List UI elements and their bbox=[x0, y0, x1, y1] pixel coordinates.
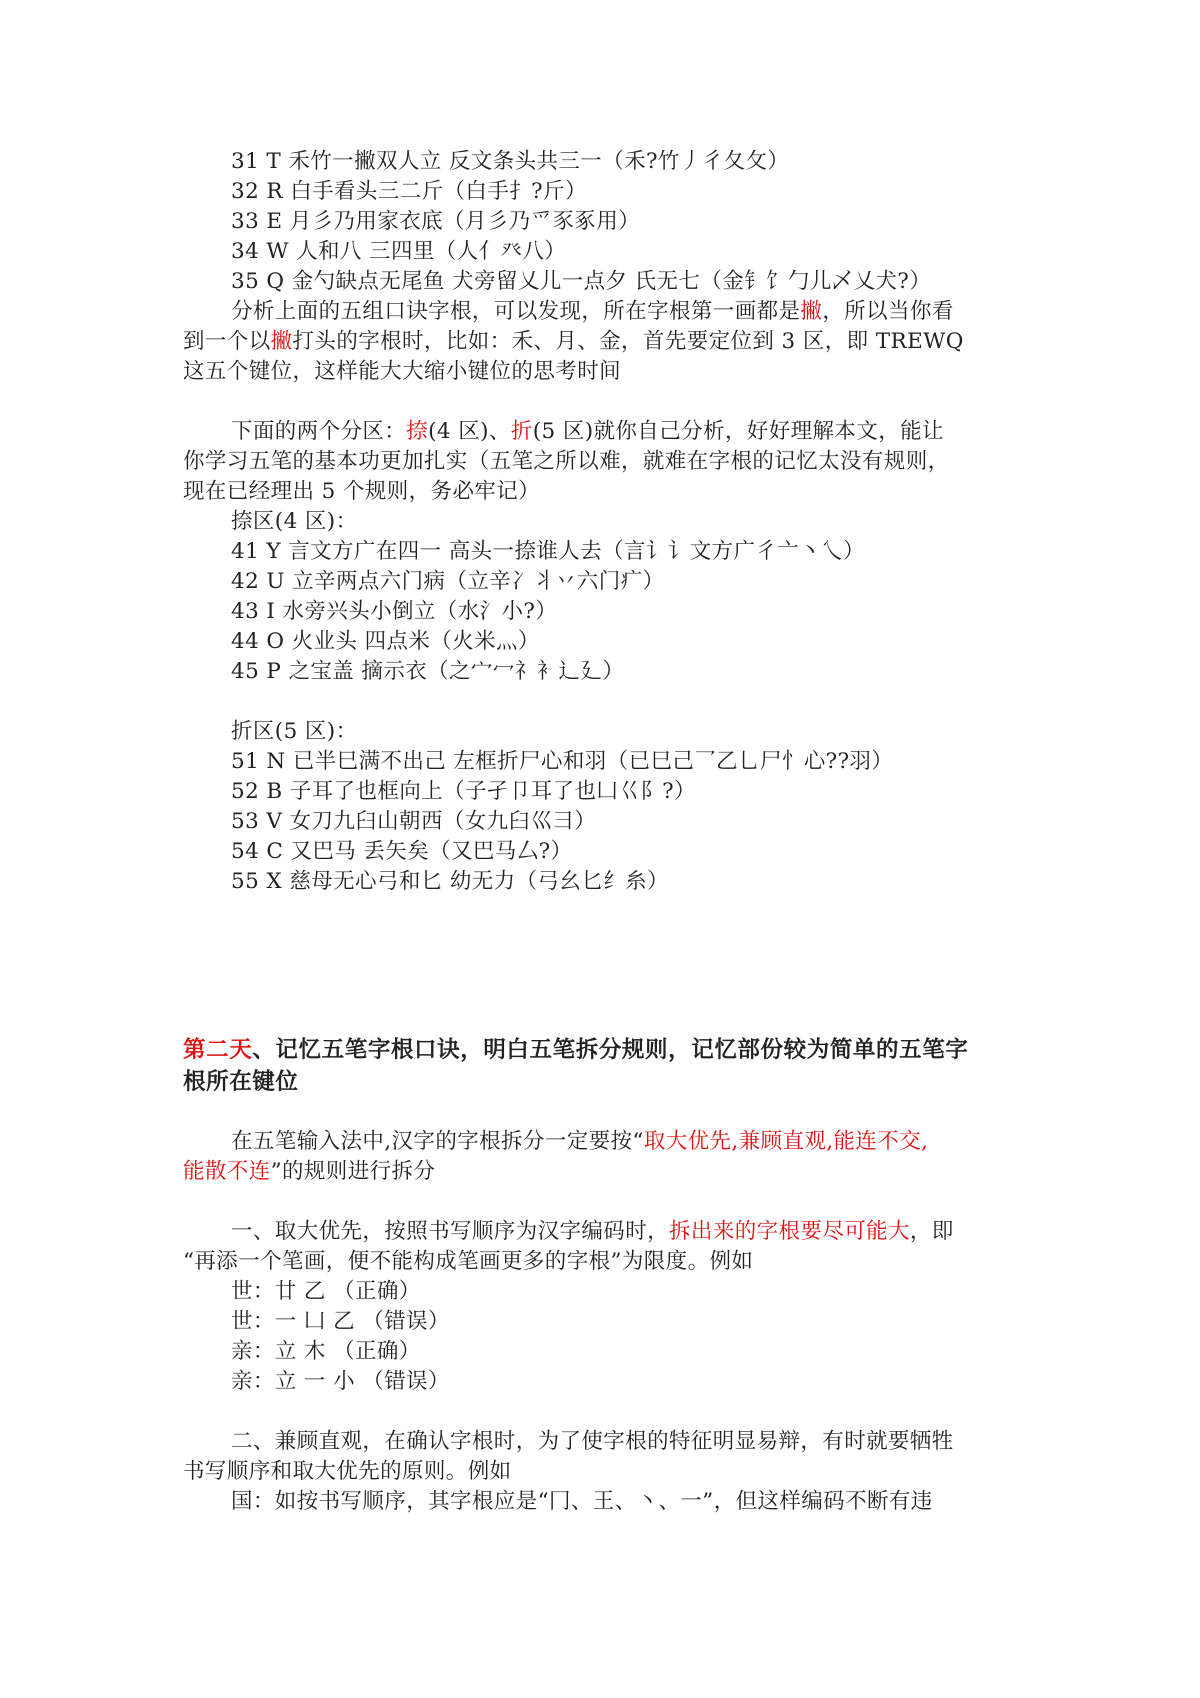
zone5-title: 折区(5 区)： bbox=[231, 719, 358, 744]
zone3-line-32: 32 R 白手看头三二斤（白手扌?斤） bbox=[231, 179, 587, 204]
zone5-line-55: 55 X 慈母无心弓和匕 幼无力（弓幺匕纟糸） bbox=[231, 869, 669, 894]
rule2-line-3: 国：如按书写顺序，其字根应是“冂、王、丶、一”，但这样编码不断有违 bbox=[231, 1489, 933, 1514]
next-zones-line-1: 下面的两个分区：捺(4 区)、折(5 区)就你自己分析，好好理解本文，能让 bbox=[231, 419, 944, 444]
rule1-line-1: 一、取大优先，按照书写顺序为汉字编码时，拆出来的字根要尽可能大，即 bbox=[231, 1219, 954, 1244]
zone4-line-44: 44 O 火业头 四点米（火米灬） bbox=[231, 629, 540, 654]
rule2-line-2: 书写顺序和取大优先的原则。例如 bbox=[183, 1459, 512, 1484]
zone3-line-34: 34 W 人和八 三四里（人亻癶八） bbox=[231, 239, 567, 264]
zone4-line-43: 43 I 水旁兴头小倒立（水氵小?） bbox=[231, 599, 558, 624]
rule1-line-2: “再添一个笔画，便不能构成笔画更多的字根”为限度。例如 bbox=[183, 1249, 754, 1274]
rule1-example-3: 亲：立 木 （正确） bbox=[231, 1339, 421, 1364]
zone5-line-54: 54 C 又巴马 丢矢矣（又巴马厶?） bbox=[231, 839, 573, 864]
zone5-line-53: 53 V 女刀九臼山朝西（女九臼巛彐） bbox=[231, 809, 597, 834]
zone5-line-51: 51 N 已半巳满不出己 左框折尸心和羽（已巳己乛乙乚尸忄心??羽） bbox=[231, 749, 894, 774]
day2-heading-line-1: 第二天、记忆五笔字根口诀，明白五笔拆分规则，记忆部份较为简单的五笔字 bbox=[183, 1037, 969, 1063]
zone4-line-42: 42 U 立辛两点六门病（立辛冫丬丷六门疒） bbox=[231, 569, 665, 594]
rules-intro-line-2: 能散不连”的规则进行拆分 bbox=[183, 1159, 436, 1184]
next-zones-line-2: 你学习五笔的基本功更加扎实（五笔之所以难，就难在字根的记忆太没有规则， bbox=[183, 449, 950, 474]
zone4-title: 捺区(4 区)： bbox=[231, 509, 358, 534]
day2-heading-line-2: 根所在键位 bbox=[183, 1069, 299, 1095]
zone5-line-52: 52 B 子耳了也框向上（子孑卩耳了也凵巜阝?） bbox=[231, 779, 696, 804]
zone4-line-41: 41 Y 言文方广在四一 高头一捺谁人去（言讠讠文方广彳亠丶乀） bbox=[231, 539, 865, 564]
zone3-line-35: 35 Q 金勺缺点无尾鱼 犬旁留乂儿一点夕 氏无七（金钅饣勹儿乄乂犬?） bbox=[231, 269, 932, 294]
next-zones-line-3: 现在已经理出 5 个规则，务必牢记） bbox=[183, 479, 541, 504]
analysis-line-3: 这五个键位，这样能大大缩小键位的思考时间 bbox=[183, 359, 622, 384]
rule1-example-1: 世：廿 乙 （正确） bbox=[231, 1279, 421, 1304]
rule1-example-4: 亲：立 一 小 （错误） bbox=[231, 1369, 450, 1394]
zone3-line-33: 33 E 月彡乃用家衣底（月彡乃爫豕豖用） bbox=[231, 209, 641, 234]
analysis-line-2: 到一个以撇打头的字根时，比如：禾、月、金，首先要定位到 3 区，即 TREWQ bbox=[183, 329, 964, 354]
rule1-example-2: 世：一 凵 乙 （错误） bbox=[231, 1309, 450, 1334]
zone3-line-31: 31 T 禾竹一撇双人立 反文条头共三一（禾?竹丿彳夂攵） bbox=[231, 149, 790, 174]
rule2-line-1: 二、兼顾直观，在确认字根时，为了使字根的特征明显易辩，有时就要牺牲 bbox=[231, 1429, 954, 1454]
zone4-line-45: 45 P 之宝盖 摘示衣（之宀冖礻衤辶廴） bbox=[231, 659, 625, 684]
rules-intro-line-1: 在五笔输入法中,汉字的字根拆分一定要按“取大优先,兼顾直观,能连不交, bbox=[231, 1129, 929, 1154]
analysis-line-1: 分析上面的五组口诀字根，可以发现，所在字根第一画都是撇，所以当你看 bbox=[231, 299, 954, 324]
